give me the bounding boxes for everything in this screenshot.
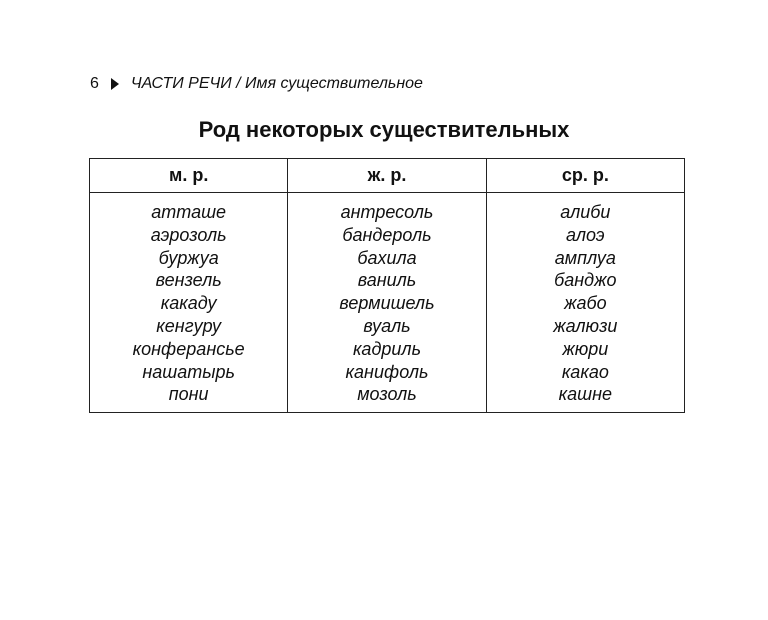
word-item: атташе [151,202,227,222]
arrow-right-icon [111,78,119,90]
word-item: аэрозоль [150,224,227,245]
table-header-row [90,159,685,193]
section-title: ЧАСТИ РЕЧИ / Имя существительное [130,75,423,92]
word-item: антресоль [340,202,434,222]
word-item: алиби [560,202,611,222]
word-item: амплуа [554,247,616,268]
word-item: вуаль [363,315,411,336]
word-item: пони [168,384,209,405]
column-header-masculine: м. р. [90,159,288,193]
word-item: бандероль [342,224,432,245]
word-item: канифоль [345,361,429,382]
column-neuter [486,193,684,413]
word-item: жюри [562,338,609,359]
running-header [90,74,423,94]
column-masculine [90,193,288,413]
word-item: мозоль [357,384,417,405]
word-item: нашатырь [142,361,235,382]
word-item: бахила [357,247,417,268]
word-item: буржуа [158,247,219,268]
word-item: жабо [564,293,607,314]
word-item: кенгуру [156,315,222,336]
column-header-neuter: ср. р. [486,159,684,193]
word-item: конферансье [132,338,245,359]
word-item: жалюзи [553,315,618,336]
word-item: банджо [554,270,617,291]
word-list-masculine [90,201,287,406]
page-number: 6 [90,75,99,92]
word-item: какаду [160,293,217,314]
word-item: какао [561,361,609,382]
column-feminine [288,193,486,413]
gender-table [89,158,685,413]
word-list-neuter [487,201,684,406]
table-body-row [90,193,685,413]
column-header-feminine: ж. р. [288,159,486,193]
word-item: алоэ [566,224,605,245]
word-list-feminine [288,201,485,406]
word-item: вензель [155,270,222,291]
word-item: вермишель [339,293,435,314]
page-title: Род некоторых существительных [198,117,570,142]
word-item: кашне [558,384,613,405]
word-item: ваниль [357,270,417,291]
word-item: кадриль [352,338,422,359]
